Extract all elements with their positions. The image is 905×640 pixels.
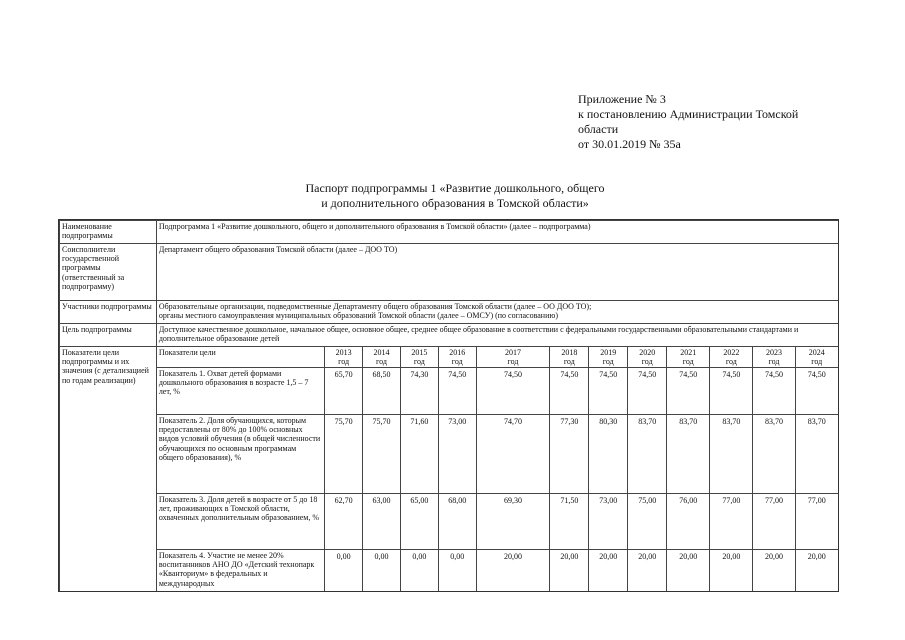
indicator-value: 74,50 <box>628 368 667 415</box>
indicator-value: 80,30 <box>589 415 628 494</box>
indicator-value: 0,00 <box>438 550 476 593</box>
indicator-value: 74,50 <box>438 368 476 415</box>
indicator-value: 75,00 <box>628 494 667 550</box>
indicator-value: 76,00 <box>667 494 710 550</box>
row-name <box>60 221 839 244</box>
indicator-row-4 <box>60 550 839 593</box>
participants-line-2: органы местного самоуправления муниципальных образований Томской области (далее – ОМСУ) (по согласованию) <box>158 311 558 321</box>
indicator-value: 74,50 <box>550 368 589 415</box>
row-coexecutor <box>60 244 839 301</box>
indicator-value: 75,70 <box>363 415 401 494</box>
indicator-value: 68,00 <box>438 494 476 550</box>
indicator-text: Показатель 3. Доля детей в возрасте от 5 до 18 лет, проживающих в Томской области, охваченных дополнительным образованием, % <box>156 494 324 550</box>
indicator-value: 0,00 <box>363 550 401 593</box>
indicator-value: 69,30 <box>476 494 550 550</box>
indicator-value: 83,70 <box>710 415 753 494</box>
indicator-text: Показатель 2. Доля обучающихся, которым предоставлены от 80% до 100% основных видов условий обучения (в общей численности обучающихся по основным программам общего образования), % <box>156 415 324 494</box>
year-2017: 2017 год <box>476 347 550 368</box>
year-2020: 2020 год <box>628 347 667 368</box>
row-coexecutor-label: Соисполнители государственной программы (ответственный за подпрограмму) <box>60 244 157 301</box>
indicator-value: 20,00 <box>476 550 550 593</box>
passport-table-frame <box>58 219 839 592</box>
indicator-value: 77,00 <box>753 494 795 550</box>
indicator-value: 77,00 <box>795 494 838 550</box>
indicator-value: 74,50 <box>476 368 550 415</box>
passport-table <box>59 220 839 592</box>
appendix-line-4: от 30.01.2019 № 35а <box>578 137 681 151</box>
indicator-value: 62,70 <box>325 494 363 550</box>
indicators-header: Показатели цели <box>156 347 324 368</box>
indicator-value: 75,70 <box>325 415 363 494</box>
participants-line-1: Образовательные организации, подведомственные Департаменту общего образования Томской области (далее – ОО ДОО ТО); <box>158 302 592 311</box>
indicator-value: 20,00 <box>589 550 628 593</box>
indicator-row-3 <box>60 494 839 550</box>
year-2015: 2015 год <box>400 347 438 368</box>
row-goal-value: Доступное качественное дошкольное, начальное общее, основное общее, среднее общее образование в соответствии с федеральными государственными образовательными стандартами и дополнительное образование детей <box>156 324 838 347</box>
appendix-block <box>578 92 798 152</box>
row-participants <box>60 301 839 324</box>
indicator-value: 65,00 <box>400 494 438 550</box>
indicator-value: 74,50 <box>667 368 710 415</box>
indicator-value: 71,60 <box>400 415 438 494</box>
indicator-value: 68,50 <box>363 368 401 415</box>
indicator-value: 83,70 <box>753 415 795 494</box>
row-name-value: Подпрограмма 1 «Развитие дошкольного, общего и дополнительного образования в Томской области» (далее – подпрограмма) <box>156 221 838 244</box>
appendix-line-3: области <box>578 122 619 136</box>
year-2018: 2018 год <box>550 347 589 368</box>
row-participants-value <box>156 301 838 324</box>
indicator-value: 20,00 <box>550 550 589 593</box>
indicator-value: 83,70 <box>795 415 838 494</box>
indicator-value: 73,00 <box>438 415 476 494</box>
indicator-value: 77,00 <box>710 494 753 550</box>
indicator-value: 77,30 <box>550 415 589 494</box>
row-goal <box>60 324 839 347</box>
row-goal-label: Цель подпрограммы <box>60 324 157 347</box>
indicator-row-2 <box>60 415 839 494</box>
indicator-value: 71,50 <box>550 494 589 550</box>
row-coexecutor-value: Департамент общего образования Томской области (далее – ДОО ТО) <box>156 244 838 301</box>
year-2014: 2014 год <box>363 347 401 368</box>
indicator-value: 83,70 <box>667 415 710 494</box>
indicator-value: 20,00 <box>667 550 710 593</box>
year-2023: 2023 год <box>753 347 795 368</box>
title-line-2: и дополнительного образования в Томской области» <box>321 196 589 210</box>
indicator-value: 20,00 <box>795 550 838 593</box>
indicator-value: 74,30 <box>400 368 438 415</box>
indicator-text: Показатель 1. Охват детей формами дошкольного образования в возрасте 1,5 – 7 лет, % <box>156 368 324 415</box>
year-2013: 2013 год <box>325 347 363 368</box>
row-participants-label: Участники подпрограммы <box>60 301 157 324</box>
indicator-value: 74,50 <box>589 368 628 415</box>
appendix-line-1: Приложение № 3 <box>578 92 666 106</box>
indicator-value: 0,00 <box>325 550 363 593</box>
year-2022: 2022 год <box>710 347 753 368</box>
year-2016: 2016 год <box>438 347 476 368</box>
indicator-value: 74,50 <box>795 368 838 415</box>
indicators-label: Показатели цели подпрограммы и их значения (с детализацией по годам реализации) <box>60 347 157 593</box>
indicator-value: 20,00 <box>753 550 795 593</box>
indicator-row-1 <box>60 368 839 415</box>
year-2019: 2019 год <box>589 347 628 368</box>
appendix-line-2: к постановлению Администрации Томской <box>578 107 799 121</box>
row-name-label: Наименование подпрограммы <box>60 221 157 244</box>
indicator-value: 65,70 <box>325 368 363 415</box>
indicator-value: 63,00 <box>363 494 401 550</box>
indicator-value: 20,00 <box>710 550 753 593</box>
indicator-value: 73,00 <box>589 494 628 550</box>
document-title <box>150 181 760 211</box>
row-indicator-header <box>60 347 839 368</box>
indicator-value: 20,00 <box>628 550 667 593</box>
year-2024: 2024 год <box>795 347 838 368</box>
indicator-value: 74,70 <box>476 415 550 494</box>
indicator-value: 74,50 <box>710 368 753 415</box>
indicator-value: 74,50 <box>753 368 795 415</box>
indicator-value: 83,70 <box>628 415 667 494</box>
indicator-text: Показатель 4. Участие не менее 20% воспитанников АНО ДО «Детский технопарк «Кванториум» в федеральных и международных <box>156 550 324 593</box>
indicator-value: 0,00 <box>400 550 438 593</box>
year-2021: 2021 год <box>667 347 710 368</box>
title-line-1: Паспорт подпрограммы 1 «Развитие дошкольного, общего <box>305 181 605 195</box>
